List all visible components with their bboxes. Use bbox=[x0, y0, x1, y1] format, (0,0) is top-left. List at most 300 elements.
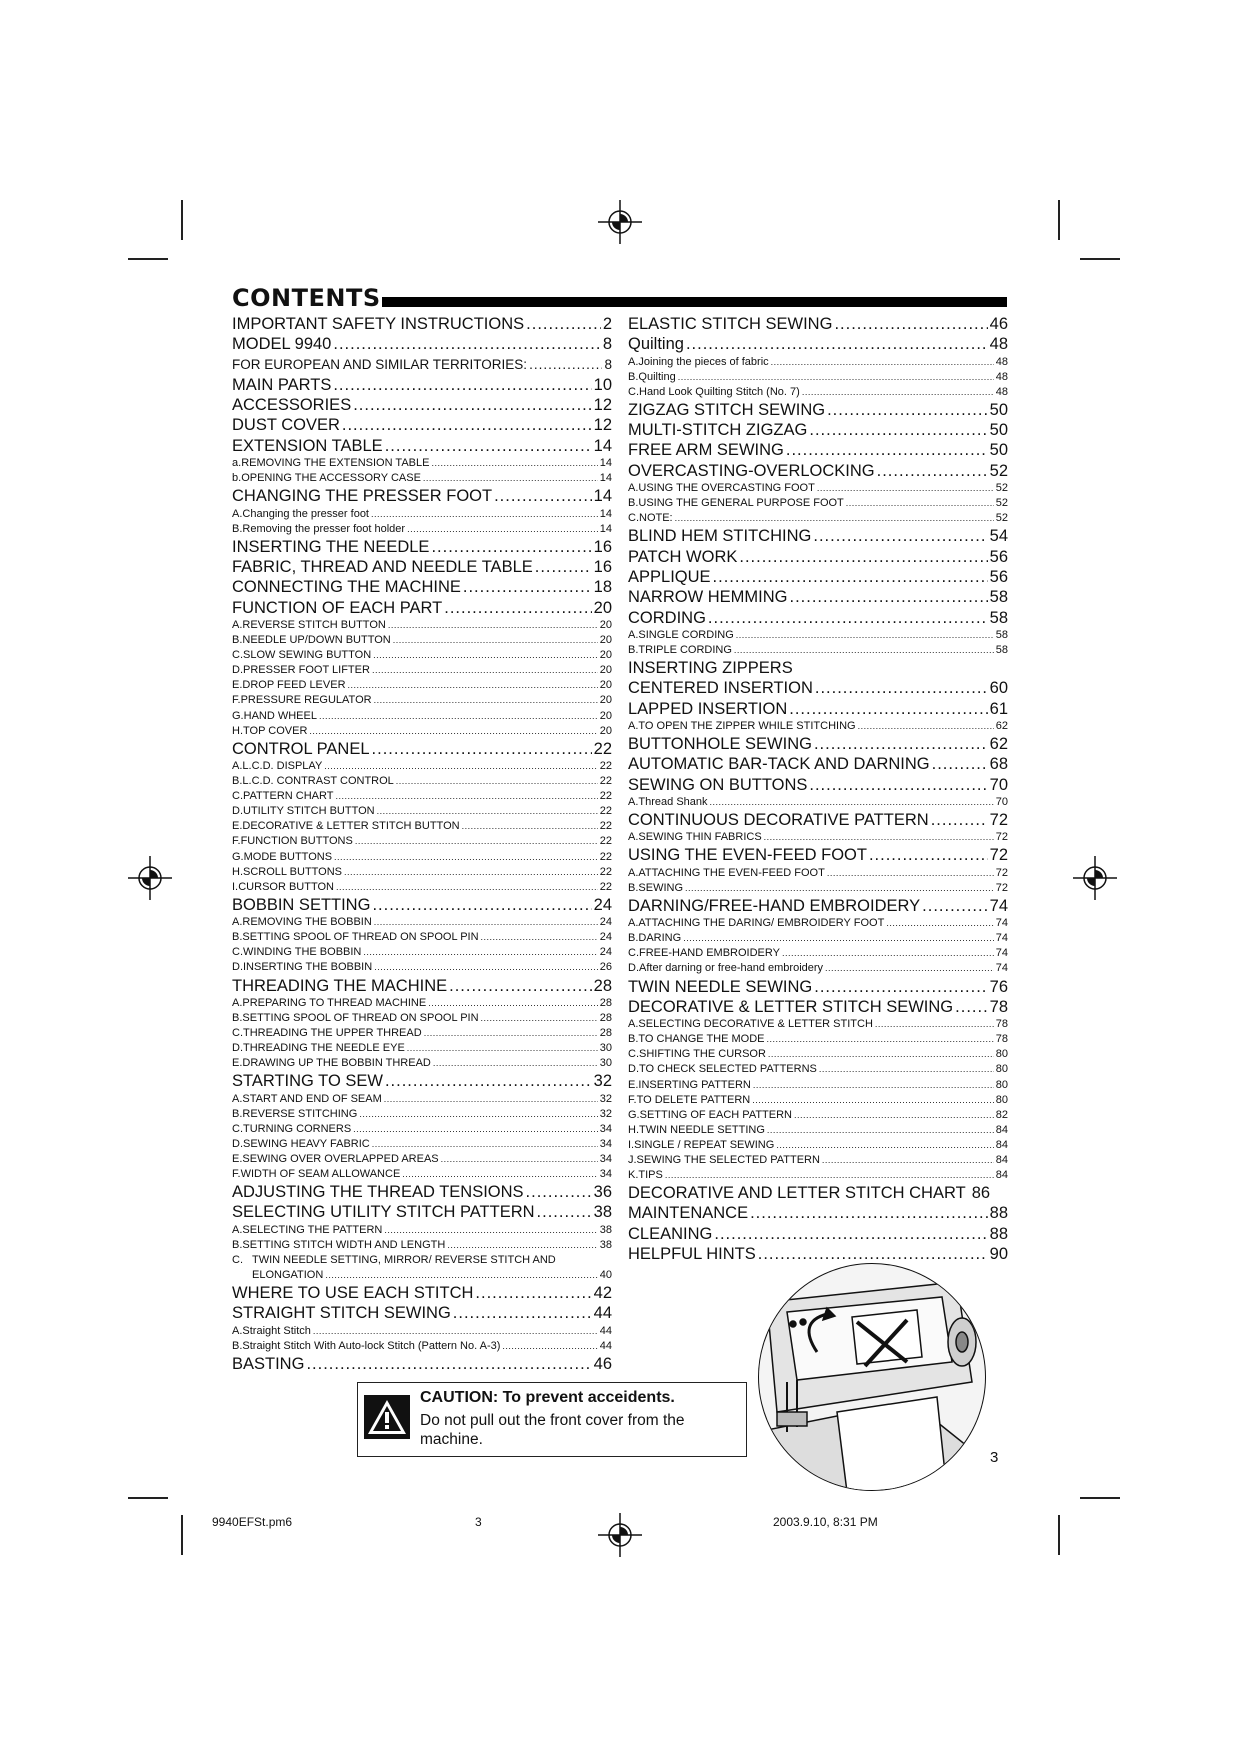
toc-page-number: 80 bbox=[995, 1078, 1008, 1091]
dot-leader bbox=[463, 577, 592, 597]
toc-entry[interactable] bbox=[628, 526, 1008, 546]
toc-page-number: 72 bbox=[995, 881, 1008, 894]
toc-entry[interactable] bbox=[232, 375, 612, 395]
toc-subentry[interactable] bbox=[628, 1123, 1008, 1138]
dot-leader bbox=[931, 810, 988, 830]
toc-entry[interactable] bbox=[232, 537, 612, 557]
dot-leader bbox=[396, 774, 598, 789]
toc-entry[interactable] bbox=[628, 440, 1008, 460]
toc-page-number: 30 bbox=[599, 1057, 612, 1070]
toc-entry[interactable] bbox=[232, 1283, 612, 1303]
toc-subentry-letter: E. bbox=[628, 1078, 639, 1091]
toc-page-number: 34 bbox=[599, 1152, 612, 1165]
toc-entry[interactable] bbox=[628, 567, 1008, 587]
toc-page-number: 56 bbox=[989, 567, 1008, 586]
toc-entry-title: ELASTIC STITCH SEWING bbox=[628, 315, 833, 333]
toc-subentry[interactable] bbox=[628, 1108, 1008, 1123]
toc-subentry-letter: D. bbox=[232, 805, 243, 818]
dot-leader bbox=[313, 1324, 598, 1339]
toc-entry-title: REVERSE STITCHING bbox=[242, 1107, 358, 1120]
toc-subentry[interactable] bbox=[232, 759, 612, 774]
dot-leader bbox=[753, 1078, 994, 1093]
toc-entry[interactable] bbox=[232, 1202, 612, 1222]
toc-subentry-letter: E. bbox=[232, 1057, 243, 1070]
toc-page-number: 84 bbox=[995, 1138, 1008, 1151]
toc-subentry[interactable] bbox=[232, 1107, 612, 1122]
toc-subentry[interactable] bbox=[628, 795, 1008, 810]
dot-leader bbox=[794, 1108, 994, 1123]
toc-entry[interactable] bbox=[232, 314, 612, 334]
dot-leader bbox=[815, 678, 988, 698]
toc-subentry[interactable] bbox=[628, 628, 1008, 643]
toc-subentry[interactable] bbox=[628, 1093, 1008, 1108]
toc-subentry-letter: E. bbox=[232, 820, 243, 833]
toc-subentry[interactable] bbox=[232, 880, 612, 895]
toc-page-number: 22 bbox=[599, 820, 612, 833]
dot-leader bbox=[834, 314, 987, 334]
toc-subentry[interactable] bbox=[232, 1056, 612, 1071]
caution-box bbox=[357, 1382, 747, 1457]
toc-subentry[interactable] bbox=[232, 915, 612, 930]
toc-subentry[interactable] bbox=[232, 709, 612, 724]
toc-page-number: 56 bbox=[989, 547, 1008, 566]
dot-leader bbox=[449, 976, 592, 996]
toc-entry[interactable] bbox=[232, 1303, 612, 1323]
toc-subentry[interactable] bbox=[232, 618, 612, 633]
toc-subentry-letter: A. bbox=[628, 355, 639, 368]
toc-subentry[interactable] bbox=[628, 1138, 1008, 1153]
toc-entry-title: Removing the presser foot holder bbox=[242, 522, 406, 535]
dot-leader bbox=[819, 1062, 994, 1077]
toc-subentry-letter: E. bbox=[232, 679, 243, 692]
toc-page-number: 60 bbox=[989, 679, 1008, 698]
warning-icon bbox=[364, 1395, 410, 1439]
toc-entry-title: TRIPLE CORDING bbox=[638, 643, 732, 656]
toc-subentry-letter: B. bbox=[232, 1339, 243, 1352]
toc-page-number: 34 bbox=[599, 1168, 612, 1181]
toc-entry[interactable] bbox=[628, 420, 1008, 440]
toc-entry[interactable] bbox=[628, 400, 1008, 420]
toc-subentry-letter: D. bbox=[232, 1137, 243, 1150]
toc-page-number: 70 bbox=[989, 775, 1008, 794]
toc-page-number: 72 bbox=[995, 831, 1008, 844]
toc-entry[interactable] bbox=[628, 1183, 1008, 1203]
toc-entry-title: MODEL 9940 bbox=[232, 335, 332, 354]
toc-entry-title: SEWING bbox=[638, 881, 684, 894]
toc-subentry-continuation[interactable] bbox=[232, 1268, 612, 1283]
dot-leader bbox=[372, 895, 591, 915]
toc-entry[interactable] bbox=[628, 314, 1008, 334]
dot-leader bbox=[335, 789, 597, 804]
crop-mark bbox=[128, 1497, 168, 1499]
dot-leader bbox=[809, 775, 987, 795]
dot-leader bbox=[431, 456, 597, 471]
toc-subentry[interactable] bbox=[232, 834, 612, 849]
toc-entry[interactable] bbox=[628, 587, 1008, 607]
toc-entry-title: ATTACHING THE DARING/ EMBROIDERY FOOT bbox=[638, 917, 885, 930]
toc-page-number: 20 bbox=[599, 634, 612, 647]
dot-leader bbox=[877, 461, 988, 481]
toc-entry-title: SEWING ON BUTTONS bbox=[628, 775, 808, 794]
toc-subentry[interactable] bbox=[628, 496, 1008, 511]
toc-entry[interactable] bbox=[232, 334, 612, 354]
dot-leader bbox=[353, 1122, 598, 1137]
toc-entry-title: Joining the pieces of fabric bbox=[638, 355, 769, 368]
toc-subentry-letter: G. bbox=[232, 709, 244, 722]
toc-subentry[interactable] bbox=[628, 385, 1008, 400]
dot-leader bbox=[526, 1182, 592, 1202]
toc-page-number: 20 bbox=[593, 598, 612, 617]
toc-page-number: 72 bbox=[989, 810, 1008, 829]
toc-entry[interactable] bbox=[628, 699, 1008, 719]
toc-subentry[interactable] bbox=[232, 1324, 612, 1339]
toc-subentry[interactable] bbox=[628, 1078, 1008, 1093]
toc-page-number: 48 bbox=[995, 355, 1008, 368]
toc-page-number: 88 bbox=[989, 1224, 1008, 1243]
dot-leader bbox=[685, 881, 994, 896]
toc-subentry-letter: D. bbox=[232, 1042, 243, 1055]
toc-entry[interactable] bbox=[628, 754, 1008, 774]
toc-entry[interactable] bbox=[232, 577, 612, 597]
toc-page-number: 52 bbox=[995, 482, 1008, 495]
toc-subentry[interactable] bbox=[232, 850, 612, 865]
toc-page-number: 8 bbox=[604, 356, 612, 372]
toc-entry-title: CENTERED INSERTION bbox=[628, 679, 813, 698]
dot-leader bbox=[771, 355, 994, 370]
toc-page-number: 36 bbox=[593, 1183, 612, 1202]
toc-subentry[interactable] bbox=[628, 916, 1008, 931]
toc-subentry[interactable] bbox=[232, 724, 612, 739]
dot-leader bbox=[372, 663, 598, 678]
dot-leader bbox=[922, 896, 987, 916]
toc-subentry[interactable] bbox=[232, 804, 612, 819]
toc-page-number: 28 bbox=[593, 976, 612, 995]
toc-subentry[interactable] bbox=[628, 881, 1008, 896]
toc-subentry[interactable] bbox=[628, 370, 1008, 385]
toc-page-number: 72 bbox=[995, 866, 1008, 879]
toc-entry[interactable] bbox=[232, 395, 612, 415]
toc-subentry[interactable] bbox=[232, 633, 612, 648]
toc-page-number: 82 bbox=[995, 1108, 1008, 1121]
toc-page-number: 58 bbox=[989, 588, 1008, 607]
toc-page-number: 16 bbox=[593, 537, 612, 556]
toc-subentry-letter: C. bbox=[628, 1048, 639, 1061]
dot-leader bbox=[529, 355, 602, 375]
toc-entry-title: WIDTH OF SEAM ALLOWANCE bbox=[240, 1168, 401, 1181]
toc-page-number: 70 bbox=[995, 795, 1008, 808]
toc-entry[interactable] bbox=[232, 739, 612, 759]
dot-leader bbox=[708, 608, 988, 628]
toc-subentry-letter: b. bbox=[232, 472, 242, 485]
toc-left-column bbox=[232, 314, 612, 1374]
toc-entry[interactable] bbox=[628, 810, 1008, 830]
dot-leader bbox=[736, 628, 994, 643]
toc-entry-title: J.SEWING THE SELECTED PATTERN bbox=[628, 1153, 820, 1166]
toc-subentry[interactable] bbox=[628, 481, 1008, 496]
toc-entry-title: TO OPEN THE ZIPPER WHILE STITCHING bbox=[638, 719, 856, 732]
toc-entry-title: ELONGATION bbox=[252, 1269, 324, 1281]
toc-subentry-letter: F. bbox=[232, 1168, 241, 1181]
title-rule bbox=[382, 297, 1007, 307]
toc-entry-title: DROP FEED LEVER bbox=[242, 679, 346, 692]
toc-entry-title: LAPPED INSERTION bbox=[628, 699, 788, 718]
toc-entry[interactable] bbox=[628, 547, 1008, 567]
toc-subentry[interactable] bbox=[628, 719, 1008, 734]
crop-mark bbox=[1080, 258, 1120, 260]
toc-subentry[interactable] bbox=[628, 931, 1008, 946]
toc-entry-title: Straight Stitch With Auto-lock Stitch (Pattern No. A-3) bbox=[242, 1339, 501, 1352]
dot-leader bbox=[789, 699, 987, 719]
toc-entry[interactable] bbox=[232, 557, 612, 577]
toc-entry[interactable] bbox=[628, 1224, 1008, 1244]
toc-page-number: 22 bbox=[599, 805, 612, 818]
toc-subentry[interactable] bbox=[232, 1167, 612, 1182]
toc-subentry[interactable] bbox=[232, 774, 612, 789]
toc-subentry[interactable] bbox=[232, 693, 612, 708]
toc-subentry-letter: C. bbox=[232, 1026, 243, 1039]
toc-entry[interactable] bbox=[628, 678, 1008, 698]
dot-leader bbox=[372, 1137, 598, 1152]
toc-page-number: 74 bbox=[995, 932, 1008, 945]
toc-entry[interactable] bbox=[628, 997, 1008, 1017]
toc-subentry[interactable] bbox=[628, 1153, 1008, 1168]
toc-subentry[interactable] bbox=[628, 511, 1008, 526]
toc-entry-title: ATTACHING THE EVEN-FEED FOOT bbox=[638, 866, 825, 879]
toc-subentry[interactable] bbox=[232, 1339, 612, 1354]
toc-page-number: 16 bbox=[593, 558, 612, 577]
toc-subentry-letter: B. bbox=[628, 932, 639, 945]
toc-entry[interactable] bbox=[232, 1182, 612, 1202]
toc-entry-title: SETTING OF EACH PATTERN bbox=[639, 1108, 793, 1121]
toc-entry-title: STARTING TO SEW bbox=[232, 1072, 383, 1091]
toc-page-number: 28 bbox=[599, 1011, 612, 1024]
toc-page-number: 62 bbox=[995, 719, 1008, 732]
toc-subentry-letter: A. bbox=[232, 916, 243, 929]
toc-subentry[interactable] bbox=[628, 961, 1008, 976]
dot-leader bbox=[355, 834, 598, 849]
toc-entry-title: SHIFTING THE CURSOR bbox=[639, 1048, 766, 1061]
toc-page-number: 20 bbox=[599, 724, 612, 737]
toc-subentry[interactable] bbox=[628, 355, 1008, 370]
toc-entry[interactable] bbox=[232, 415, 612, 435]
page-title: CONTENTS bbox=[232, 284, 381, 312]
toc-subentry[interactable] bbox=[232, 865, 612, 880]
dot-leader bbox=[683, 931, 994, 946]
dot-leader bbox=[306, 1354, 591, 1374]
toc-subentry-letter: H. bbox=[232, 724, 243, 737]
toc-page-number: 74 bbox=[995, 947, 1008, 960]
toc-subentry[interactable] bbox=[232, 945, 612, 960]
toc-subentry[interactable] bbox=[628, 1032, 1008, 1047]
toc-entry-title: SLOW SEWING BUTTON bbox=[243, 649, 372, 662]
toc-entry[interactable] bbox=[628, 775, 1008, 795]
registration-mark-icon bbox=[598, 1513, 642, 1557]
dot-leader bbox=[809, 420, 987, 440]
toc-entry[interactable] bbox=[628, 845, 1008, 865]
dot-leader bbox=[344, 865, 598, 880]
toc-entry-title: MULTI-STITCH ZIGZAG bbox=[628, 421, 808, 440]
dot-leader bbox=[932, 754, 988, 774]
toc-page-number: 42 bbox=[593, 1284, 612, 1303]
toc-page-number: 34 bbox=[599, 1122, 612, 1135]
toc-subentry[interactable] bbox=[232, 1122, 612, 1137]
toc-subentry[interactable] bbox=[232, 1152, 612, 1167]
toc-page-number: 78 bbox=[995, 1018, 1008, 1031]
toc-page-number: 84 bbox=[995, 1153, 1008, 1166]
dot-leader bbox=[447, 1238, 597, 1253]
toc-subentry[interactable] bbox=[628, 1062, 1008, 1077]
toc-entry[interactable] bbox=[628, 608, 1008, 628]
toc-heading: INSERTING ZIPPERS bbox=[628, 659, 793, 678]
toc-subentry[interactable] bbox=[232, 471, 612, 486]
toc-entry[interactable] bbox=[232, 976, 612, 996]
dot-leader bbox=[384, 1092, 598, 1107]
toc-entry[interactable] bbox=[232, 598, 612, 618]
crop-mark bbox=[128, 258, 168, 260]
toc-subentry-letter: A. bbox=[628, 1018, 639, 1031]
toc-entry[interactable] bbox=[232, 436, 612, 456]
toc-entry[interactable] bbox=[628, 1203, 1008, 1223]
toc-subentry[interactable] bbox=[232, 1092, 612, 1107]
dot-leader bbox=[431, 537, 591, 557]
toc-subentry-letter: A. bbox=[232, 1092, 243, 1105]
toc-entry[interactable] bbox=[232, 1071, 612, 1091]
toc-subentry-letter: A. bbox=[628, 719, 639, 732]
toc-subentry[interactable] bbox=[232, 1253, 612, 1268]
dot-leader bbox=[739, 547, 987, 567]
toc-page-number: 26 bbox=[599, 961, 612, 974]
toc-subentry-letter: B. bbox=[232, 775, 243, 788]
toc-entry[interactable] bbox=[232, 486, 612, 506]
dot-leader bbox=[441, 1152, 598, 1167]
toc-entry-title: FOR EUROPEAN AND SIMILAR TERRITORIES: bbox=[232, 356, 528, 372]
dot-leader bbox=[714, 1224, 987, 1244]
toc-subentry[interactable] bbox=[628, 830, 1008, 845]
toc-subentry-letter: B. bbox=[628, 370, 639, 383]
toc-subentry[interactable] bbox=[232, 1026, 612, 1041]
toc-page-number: 14 bbox=[599, 457, 612, 470]
page-number: 3 bbox=[990, 1449, 999, 1466]
toc-entry-title: Changing the presser foot bbox=[242, 507, 369, 520]
dot-leader bbox=[377, 804, 598, 819]
dot-leader bbox=[734, 643, 994, 658]
toc-subentry-letter: B. bbox=[232, 634, 243, 647]
dot-leader bbox=[374, 693, 598, 708]
dot-leader bbox=[494, 486, 592, 506]
dot-leader bbox=[342, 415, 592, 435]
toc-entry[interactable] bbox=[628, 334, 1008, 354]
toc-entry-title: HAND WHEEL bbox=[243, 709, 317, 722]
toc-page-number: 30 bbox=[599, 1042, 612, 1055]
toc-page-number: 32 bbox=[593, 1072, 612, 1091]
crop-mark bbox=[1080, 1497, 1120, 1499]
toc-entry-title: After darning or free-hand embroidery bbox=[639, 962, 824, 975]
contents-header bbox=[232, 284, 1007, 316]
toc-subentry[interactable] bbox=[232, 1223, 612, 1238]
toc-subentry[interactable] bbox=[232, 960, 612, 975]
toc-subentry[interactable] bbox=[232, 678, 612, 693]
dot-leader bbox=[325, 1268, 597, 1283]
toc-subentry[interactable] bbox=[628, 866, 1008, 881]
toc-subentry-letter: A. bbox=[232, 618, 243, 631]
toc-entry-title: APPLIQUE bbox=[628, 567, 711, 586]
toc-subentry[interactable] bbox=[628, 643, 1008, 658]
toc-page-number: 74 bbox=[995, 917, 1008, 930]
toc-subentry[interactable] bbox=[232, 1011, 612, 1026]
toc-subentry[interactable] bbox=[232, 930, 612, 945]
toc-entry[interactable] bbox=[628, 896, 1008, 916]
dot-leader bbox=[453, 1303, 592, 1323]
toc-subentry-letter: E. bbox=[232, 1152, 243, 1165]
dot-leader bbox=[462, 819, 598, 834]
dot-leader bbox=[502, 1339, 597, 1354]
toc-subentry[interactable] bbox=[232, 996, 612, 1011]
toc-entry[interactable] bbox=[232, 355, 612, 375]
toc-page-number: 24 bbox=[599, 916, 612, 929]
toc-entry[interactable] bbox=[628, 734, 1008, 754]
toc-subentry-letter: G. bbox=[232, 850, 244, 863]
toc-subentry-letter: I. bbox=[232, 880, 239, 893]
dot-leader bbox=[526, 314, 601, 334]
dot-leader bbox=[678, 370, 994, 385]
toc-subentry-letter: A. bbox=[628, 628, 639, 641]
dot-leader bbox=[675, 511, 994, 526]
toc-entry[interactable] bbox=[232, 895, 612, 915]
toc-entry[interactable] bbox=[232, 1354, 612, 1374]
toc-subentry[interactable] bbox=[628, 1168, 1008, 1183]
dot-leader bbox=[373, 648, 598, 663]
dot-leader bbox=[813, 526, 987, 546]
toc-page-number: 20 bbox=[599, 618, 612, 631]
toc-entry-title: Quilting bbox=[638, 370, 676, 383]
footer-filename: 9940EFSt.pm6 bbox=[212, 1515, 293, 1529]
toc-subentry[interactable] bbox=[232, 663, 612, 678]
toc-subentry[interactable] bbox=[628, 946, 1008, 961]
toc-subentry-letter: C. bbox=[232, 946, 243, 959]
toc-entry[interactable] bbox=[628, 977, 1008, 997]
toc-subentry[interactable] bbox=[232, 789, 612, 804]
toc-subentry-letter: H. bbox=[628, 1123, 639, 1136]
dot-leader bbox=[359, 1107, 597, 1122]
toc-subentry[interactable] bbox=[232, 1041, 612, 1056]
toc-entry[interactable] bbox=[628, 461, 1008, 481]
toc-subentry[interactable] bbox=[628, 1017, 1008, 1032]
toc-page-number: 72 bbox=[989, 846, 1008, 865]
toc-subentry[interactable] bbox=[232, 1137, 612, 1152]
dot-leader bbox=[886, 916, 993, 931]
toc-page-number: 14 bbox=[593, 487, 612, 506]
toc-subentry[interactable] bbox=[232, 522, 612, 537]
toc-entry-title: STRAIGHT STITCH SEWING bbox=[232, 1304, 451, 1323]
toc-entry-title: IMPORTANT SAFETY INSTRUCTIONS bbox=[232, 315, 525, 333]
toc-entry-title: MAIN PARTS bbox=[232, 375, 332, 394]
toc-subentry[interactable] bbox=[628, 1047, 1008, 1062]
toc-entry-title: TO CHANGE THE MODE bbox=[638, 1033, 765, 1046]
toc-subentry[interactable] bbox=[232, 819, 612, 834]
toc-subentry-letter: A. bbox=[628, 866, 639, 879]
toc-page-number: 74 bbox=[989, 896, 1008, 915]
toc-page-number: 20 bbox=[599, 709, 612, 722]
toc-subentry[interactable] bbox=[232, 648, 612, 663]
toc-subentry[interactable] bbox=[232, 507, 612, 522]
toc-page-number: 22 bbox=[599, 835, 612, 848]
toc-subentry[interactable] bbox=[232, 456, 612, 471]
toc-page-number: 58 bbox=[995, 643, 1008, 656]
dot-leader bbox=[535, 557, 592, 577]
toc-page-number: 38 bbox=[599, 1223, 612, 1236]
toc-subentry[interactable] bbox=[232, 1238, 612, 1253]
dot-leader bbox=[481, 930, 598, 945]
